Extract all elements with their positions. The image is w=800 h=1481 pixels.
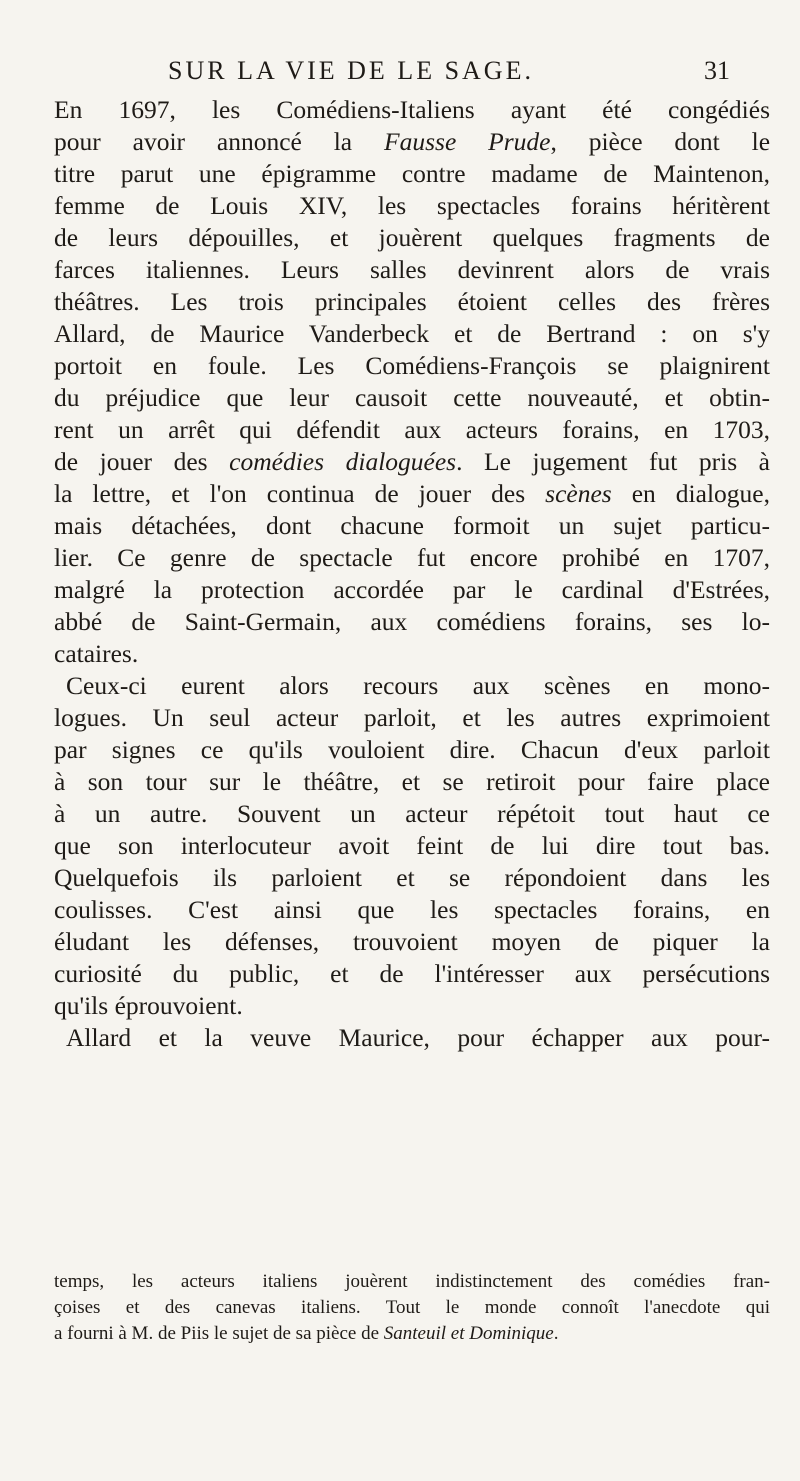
text-line: par signes ce qu'ils vouloient dire. Chacun d'eux parloit <box>54 735 770 764</box>
text-line: la lettre, et l'on continua de jouer des scènes en dialogue, <box>54 479 770 508</box>
text-line: farces italiennes. Leurs salles devinrent alors de vrais <box>54 255 770 284</box>
text-line: que son interlocuteur avoit feint de lui dire tout bas. <box>54 831 770 860</box>
text-line: à un autre. Souvent un acteur répétoit tout haut ce <box>54 799 770 828</box>
text-line: logues. Un seul acteur parloit, et les autres exprimoient <box>54 703 770 732</box>
text-line: de leurs dépouilles, et jouèrent quelques fragments de <box>54 223 770 252</box>
text-line: rent un arrêt qui défendit aux acteurs forains, en 1703, <box>54 415 770 444</box>
text-line: Allard et la veuve Maurice, pour échapper aux pour- <box>66 1023 770 1052</box>
text-line: Allard, de Maurice Vanderbeck et de Bertrand : on s'y <box>54 319 770 348</box>
text-line: portoit en foule. Les Comédiens-François se plaignirent <box>54 351 770 380</box>
footnote-line: temps, les acteurs italiens jouèrent indistinctement des comédies fran- <box>54 1271 770 1292</box>
text-line: du préjudice que leur causoit cette nouveauté, et obtin- <box>54 383 770 412</box>
text-line: théâtres. Les trois principales étoient celles des frères <box>54 287 770 316</box>
text-line: éludant les défenses, trouvoient moyen de piquer la <box>54 927 770 956</box>
footnote-line: çoises et des canevas italiens. Tout le monde connoît l'anecdote qui <box>54 1297 770 1318</box>
text-line: malgré la protection accordée par le cardinal d'Estrées, <box>54 575 770 604</box>
text-line: mais détachées, dont chacune formoit un sujet particu- <box>54 511 770 540</box>
text-line: Ceux-ci eurent alors recours aux scènes en mono- <box>66 671 770 700</box>
text-line: curiosité du public, et de l'intéresser aux persécutions <box>54 959 770 988</box>
text-line: lier. Ce genre de spectacle fut encore prohibé en 1707, <box>54 543 770 572</box>
footnote <box>54 1269 770 1347</box>
running-title: SUR LA VIE DE LE SAGE. <box>168 56 534 85</box>
page-number: 31 <box>704 56 730 85</box>
footnote-line: a fourni à M. de Piis le sujet de sa pièce de Santeuil et Dominique. <box>54 1323 559 1344</box>
text-line: abbé de Saint-Germain, aux comédiens forains, ses lo- <box>54 607 770 636</box>
text-line: Quelquefois ils parloient et se répondoient dans les <box>54 863 770 892</box>
body-text <box>54 94 770 1054</box>
text-line: femme de Louis XIV, les spectacles forains héritèrent <box>54 191 770 220</box>
text-line: à son tour sur le théâtre, et se retiroit pour faire place <box>54 767 770 796</box>
text-line: titre parut une épigramme contre madame de Maintenon, <box>54 159 770 188</box>
text-line: de jouer des comédies dialoguées. Le jugement fut pris à <box>54 447 771 476</box>
text-line: coulisses. C'est ainsi que les spectacles forains, en <box>54 895 770 924</box>
text-line: pour avoir annoncé la Fausse Prude, pièce dont le <box>54 127 771 156</box>
text-line: qu'ils éprouvoient. <box>54 991 243 1020</box>
text-line: En 1697, les Comédiens-Italiens ayant été congédiés <box>54 95 770 124</box>
text-line: cataires. <box>54 639 139 668</box>
